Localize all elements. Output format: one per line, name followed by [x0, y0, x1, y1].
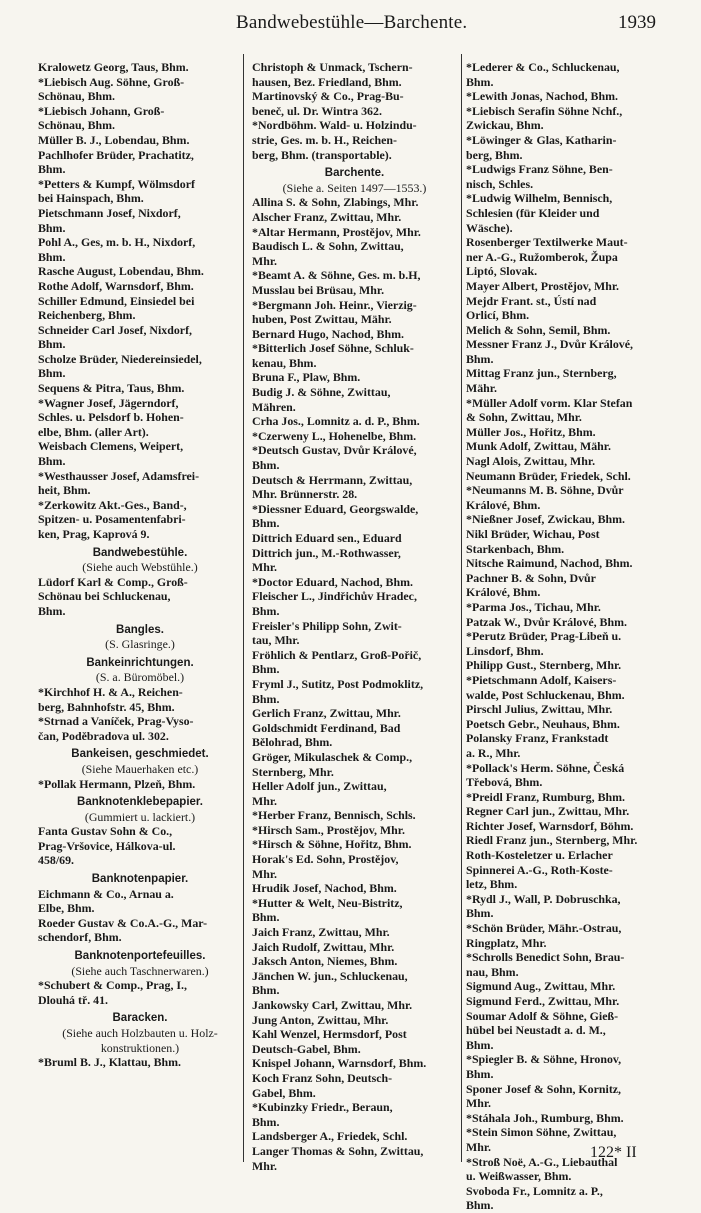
directory-entry-line: *Westhausser Josef, Adamsfrei- [38, 468, 200, 483]
directory-entry-line: Mejdr Frant. st., Ústí nad [466, 293, 597, 308]
directory-entry-line: Bhm. [252, 1114, 280, 1129]
directory-entry-line: Pietschmann Josef, Nixdorf, [38, 205, 181, 220]
directory-entry-line: Crha Jos., Lomnitz a. d. P., Bhm. [252, 414, 420, 429]
directory-entry-line: Bhm. [466, 1037, 494, 1052]
directory-entry-line: *Schrolls Benedict Sohn, Brau- [466, 950, 625, 965]
directory-entry-line: ken, Prag, Kaprová 9. [38, 527, 150, 541]
directory-entry-line: Starkenbach, Bhm. [466, 541, 565, 556]
directory-entry-line: Bělohrad, Bhm. [252, 735, 333, 750]
directory-entry-line: *Strnad a Vaníček, Prag-Vyso- [38, 714, 194, 729]
sheet-signature: 122* II [590, 1144, 637, 1161]
directory-entry-line: Zwickau, Bhm. [466, 118, 544, 133]
section-heading: Baracken. [112, 1012, 168, 1025]
directory-entry-line: Ringplatz, Mhr. [466, 935, 547, 950]
directory-entry-line: Mähr. [466, 381, 497, 396]
directory-entry-line: Bhm. [466, 1198, 494, 1213]
directory-entry-line: Bhm. [38, 249, 66, 264]
directory-entry-line: Bernard Hugo, Nachod, Bhm. [252, 326, 404, 341]
directory-entry-line: Goldschmidt Ferdinand, Bad [252, 720, 401, 735]
directory-entry-line: Bhm. [466, 906, 494, 921]
directory-entry-line: *Lewith Jonas, Nachod, Bhm. [466, 89, 618, 104]
directory-entry-line: *Liebisch Serafin Söhne Nchf., [466, 103, 623, 118]
directory-entry-line: Gerlich Franz, Zwittau, Mhr. [252, 706, 401, 721]
directory-entry-line: Hrudik Josef, Nachod, Bhm. [252, 881, 397, 896]
directory-entry-line: Koch Franz Sohn, Deutsch- [252, 1070, 393, 1085]
directory-entry-line: Kahl Wenzel, Hermsdorf, Post [252, 1027, 407, 1042]
directory-entry-line: Philipp Gust., Sternberg, Mhr. [466, 658, 622, 673]
directory-entry-line: *Beamt A. & Söhne, Ges. m. b.H, [252, 268, 421, 283]
directory-entry-line: *Deutsch Gustav, Dvůr Králové, [252, 443, 417, 458]
section-note: (Siehe a. Seiten 1497—1553.) [282, 180, 427, 195]
directory-entry-line: Prag-Vršovice, Hálkova-ul. [38, 838, 176, 853]
directory-entry-line: *Parma Jos., Tichau, Mhr. [466, 599, 601, 614]
directory-entry-line: *Löwinger & Glas, Katharin- [466, 132, 617, 147]
directory-entry-line: Liptó, Slovak. [466, 264, 538, 279]
directory-entry-line: Gabel, Bhm. [252, 1085, 316, 1100]
directory-entry-line: nisch, Schles. [466, 176, 534, 191]
directory-entry-line: hausen, Bez. Friedland, Bhm. [252, 74, 402, 89]
directory-entry-line: Mhr. [252, 866, 277, 881]
directory-entry-line: Pirschl Julius, Zwittau, Mhr. [466, 702, 613, 717]
directory-entry-line: Bhm. [38, 337, 66, 352]
directory-entry-line: Melich & Sohn, Semil, Bhm. [466, 322, 611, 337]
directory-entry-line: *Pietschmann Adolf, Kaisers- [466, 672, 617, 687]
directory-entry-line: *Bitterlich Josef Söhne, Schluk- [252, 341, 414, 356]
directory-entry-line: berg, Bahnhofstr. 45, Bhm. [38, 699, 175, 714]
directory-entry-line: Mhr. [252, 793, 277, 808]
directory-column-left [38, 60, 242, 1070]
directory-entry-line: berg, Bhm. (transportable). [252, 147, 392, 162]
directory-entry-line: Bhm. [466, 351, 494, 366]
directory-entry-line: *Liebisch Aug. Söhne, Groß- [38, 74, 185, 89]
directory-entry-line: Rothe Adolf, Warnsdorf, Bhm. [38, 278, 194, 293]
directory-entry-line: Poetsch Gebr., Neuhaus, Bhm. [466, 716, 620, 731]
directory-entry-line: Bhm. [252, 662, 280, 677]
directory-entry-line: Langer Thomas & Sohn, Zwittau, [252, 1143, 424, 1158]
section-note: (S. Glasringe.) [105, 637, 175, 652]
directory-entry-line: Orlicí, Bhm. [466, 308, 530, 323]
directory-entry-line: Mhr. Brünnerstr. 28. [252, 487, 358, 502]
directory-entry-line: Pachner B. & Sohn, Dvůr [466, 570, 596, 585]
section-heading: Banknotenklebepapier. [77, 796, 203, 809]
directory-entry-line: Neumann Brüder, Friedek, Schl. [466, 468, 631, 483]
directory-entry-line: *Preidl Franz, Rumburg, Bhm. [466, 789, 625, 804]
directory-entry-line: Bhm. [252, 603, 280, 618]
directory-entry-line: Rosenberger Textilwerke Maut- [466, 235, 628, 250]
directory-entry-line: *Spiegler B. & Söhne, Hronov, [466, 1052, 622, 1067]
directory-entry-line: Bhm. [466, 74, 494, 89]
directory-entry-line: Jänchen W. jun., Schluckenau, [252, 968, 408, 983]
directory-entry-line: Schles. u. Pelsdorf b. Hohen- [38, 410, 184, 425]
directory-entry-line: Dittrich Eduard sen., Eduard [252, 531, 402, 545]
directory-entry-line: Rasche August, Lobendau, Bhm. [38, 264, 204, 279]
directory-entry-line: Bhm. [38, 366, 66, 381]
directory-entry-line: *Herber Franz, Bennisch, Schls. [252, 808, 416, 823]
directory-entry-line: Jaich Franz, Zwittau, Mhr. [252, 925, 390, 940]
directory-entry-line: Martinovský & Co., Prag-Bu- [252, 89, 404, 104]
directory-entry-line: *Stroß Noë, A.-G., Liebauthal [466, 1154, 618, 1169]
directory-entry-line: *Zerkowitz Akt.-Ges., Band-, [38, 497, 187, 512]
page-number: 1939 [618, 12, 656, 33]
directory-entry-line: Roeder Gustav & Co.A.-G., Mar- [38, 915, 208, 930]
directory-entry-line: Fröhlich & Pentlarz, Groß-Pořič, [252, 647, 422, 662]
directory-entry-line: Jankowsky Carl, Zwittau, Mhr. [252, 998, 413, 1012]
column-divider [243, 54, 244, 1162]
directory-entry-line: walde, Post Schluckenau, Bhm. [466, 687, 625, 702]
directory-entry-line: Heller Adolf jun., Zwittau, [252, 779, 387, 794]
directory-entry-line: *Rydl J., Wall, P. Dobruschka, [466, 891, 621, 906]
directory-entry-line: Svoboda Fr., Lomnitz a. P., [466, 1183, 603, 1198]
directory-entry-line: Lüdorf Karl & Comp., Groß- [38, 574, 188, 589]
directory-entry-line: Bhm. [38, 603, 66, 618]
directory-entry-line: Sigmund Ferd., Zwittau, Mhr. [466, 994, 620, 1008]
directory-entry-line: elbe, Bhm. (aller Art). [38, 424, 149, 439]
section-note: (Siehe auch Taschnerwaren.) [71, 963, 209, 978]
directory-entry-line: *Pollak Hermann, Plzeň, Bhm. [38, 776, 196, 791]
directory-entry-line: hübel bei Neustadt a. d. M., [466, 1023, 606, 1038]
directory-entry-line: Freisler's Philipp Sohn, Zwit- [252, 618, 402, 633]
section-heading: Bankeinrichtungen. [86, 656, 194, 669]
directory-entry-line: *Ludwigs Franz Söhne, Ben- [466, 162, 613, 177]
directory-entry-line: Musslau bei Brüsau, Mhr. [252, 282, 385, 297]
directory-entry-line: 458/69. [38, 853, 75, 868]
directory-entry-line: Kralowetz Georg, Taus, Bhm. [38, 60, 189, 74]
section-heading: Barchente. [324, 167, 385, 180]
directory-entry-line: *Schubert & Comp., Prag, I., [38, 978, 187, 993]
directory-entry-line: *Petters & Kumpf, Wölmsdorf [38, 176, 195, 191]
directory-column-right [466, 60, 691, 1213]
directory-entry-line: Spitzen- u. Posamentenfabri- [38, 512, 186, 527]
directory-entry-line: u. Weißwasser, Bhm. [466, 1169, 572, 1184]
directory-entry-line: čan, Poděbradova ul. 302. [38, 728, 169, 743]
directory-column-middle [252, 60, 457, 1173]
directory-entry-line: *Hirsch Sam., Prostějov, Mhr. [252, 822, 405, 837]
directory-entry-line: Mhr. [252, 560, 277, 575]
directory-entry-line: Mhr. [466, 1096, 491, 1111]
directory-entry-line: Christoph & Unmack, Tschern- [252, 60, 413, 74]
directory-entry-line: bei Hainspach, Bhm. [38, 191, 144, 206]
directory-entry-line: *Wagner Josef, Jägerndorf, [38, 395, 179, 410]
page-header [0, 12, 701, 40]
directory-entry-line: letz, Bhm. [466, 877, 518, 892]
directory-entry-line: Elbe, Bhm. [38, 901, 95, 916]
section-note: (Siehe auch Webstühle.) [82, 560, 198, 575]
directory-entry-line: strie, Ges. m. b. H., Reichen- [252, 132, 397, 147]
directory-entry-line: Landsberger A., Friedek, Schl. [252, 1129, 408, 1144]
directory-entry-line: Deutsch & Herrmann, Zwittau, [252, 472, 413, 487]
directory-entry-line: *Kubinzky Friedr., Beraun, [252, 1100, 393, 1115]
directory-entry-line: Třebová, Bhm. [466, 775, 543, 790]
directory-entry-line: huben, Post Zwittau, Mähr. [252, 312, 392, 327]
directory-entry-line: Bhm. [252, 691, 280, 706]
directory-entry-line: Nikl Brüder, Wichau, Post [466, 527, 600, 541]
directory-entry-line: Sternberg, Mhr. [252, 764, 334, 779]
section-heading: Bandwebestühle. [92, 546, 188, 559]
section-note: konstruktionen.) [100, 1040, 180, 1055]
directory-entry-line: Schönau, Bhm. [38, 118, 115, 133]
directory-entry-line: Dittrich jun., M.-Rothwasser, [252, 545, 401, 560]
directory-entry-line: a. R., Mhr. [466, 745, 521, 760]
directory-entry-line: Alscher Franz, Zwittau, Mhr. [252, 209, 402, 224]
page-title: Bandwebestühle—Barchente. [236, 12, 468, 33]
directory-entry-line: Fanta Gustav Sohn & Co., [38, 824, 173, 839]
directory-entry-line: *Müller Adolf vorm. Klar Stefan [466, 395, 633, 410]
directory-entry-line: *Hirsch & Söhne, Hořitz, Bhm. [252, 837, 412, 852]
directory-entry-line: Bhm. [38, 454, 66, 469]
directory-entry-line: Fleischer L., Jindřichův Hradec, [252, 589, 417, 604]
section-note: (S. a. Büromöbel.) [95, 670, 185, 685]
directory-entry-line: Bhm. [466, 1066, 494, 1081]
directory-entry-line: Dlouhá tř. 41. [38, 992, 109, 1007]
directory-entry-line: *Czerweny L., Hohenelbe, Bhm. [252, 428, 417, 443]
directory-entry-line: *Nordböhm. Wald- u. Holzindu- [252, 118, 417, 133]
directory-entry-line: *Pollack's Herm. Söhne, Česká [466, 760, 625, 775]
directory-entry-line: Sigmund Aug., Zwittau, Mhr. [466, 979, 616, 994]
section-heading: Bangles. [116, 623, 164, 636]
directory-entry-line: schendorf, Bhm. [38, 930, 122, 945]
directory-entry-line: Mhr. [252, 253, 277, 268]
directory-entry-line: Deutsch-Gabel, Bhm. [252, 1041, 361, 1056]
directory-entry-line: *Nießner Josef, Zwickau, Bhm. [466, 512, 625, 527]
directory-entry-line: Linsdorf, Bhm. [466, 643, 544, 658]
directory-entry-line: Müller B. J., Lobendau, Bhm. [38, 132, 190, 147]
directory-entry-line: Mhr. [252, 1158, 277, 1173]
directory-entry-line: & Sohn, Zwittau, Mhr. [466, 410, 582, 425]
directory-entry-line: Bhm. [252, 458, 280, 473]
directory-entry-line: tau, Mhr. [252, 633, 300, 648]
section-heading: Bankeisen, geschmiedet. [71, 748, 209, 761]
directory-entry-line: Sequens & Pitra, Taus, Bhm. [38, 381, 185, 396]
directory-entry-line: *Perutz Brüder, Prag-Libeň u. [466, 629, 622, 644]
directory-entry-line: Reichenberg, Bhm. [38, 308, 136, 323]
directory-entry-line: Jaich Rudolf, Zwittau, Mhr. [252, 939, 395, 954]
directory-entry-line: Messner Franz J., Dvůr Králové, [466, 337, 633, 352]
directory-entry-line: *Stein Simon Söhne, Zwittau, [466, 1125, 617, 1140]
directory-entry-line: Jung Anton, Zwittau, Mhr. [252, 1012, 389, 1027]
section-heading: Banknotenportefeuilles. [74, 950, 206, 963]
directory-entry-line: Pohl A., Ges, m. b. H., Nixdorf, [38, 235, 196, 250]
directory-entry-line: *Doctor Eduard, Nachod, Bhm. [252, 574, 413, 589]
directory-entry-line: Roth-Kosteletzer u. Erlacher [466, 848, 613, 863]
directory-entry-line: Eichmann & Co., Arnau a. [38, 886, 174, 901]
directory-entry-line: Jaksch Anton, Niemes, Bhm. [252, 954, 398, 969]
directory-entry-line: *Kirchhof H. & A., Reichen- [38, 684, 183, 699]
directory-entry-line: Nitsche Raimund, Nachod, Bhm. [466, 556, 633, 571]
directory-entry-line: Mähren. [252, 399, 296, 414]
directory-entry-line: beneč, ul. Dr. Wintra 362. [252, 103, 382, 118]
directory-entry-line: *Bergmann Joh. Heinr., Vierzig- [252, 297, 417, 312]
directory-entry-line: *Diessner Eduard, Georgswalde, [252, 501, 419, 516]
directory-entry-line: *Bruml B. J., Klattau, Bhm. [38, 1055, 182, 1070]
directory-entry-line: kenau, Bhm. [252, 355, 317, 370]
directory-entry-line: Knispel Johann, Warnsdorf, Bhm. [252, 1056, 427, 1071]
section-note: (Siehe Mauerhaken etc.) [81, 761, 199, 776]
directory-entry-line: Riedl Franz jun., Sternberg, Mhr. [466, 833, 638, 848]
directory-entry-line: *Hutter & Welt, Neu-Bistritz, [252, 895, 403, 910]
directory-entry-line: *Schön Brüder, Mähr.-Ostrau, [466, 921, 622, 936]
directory-entry-line: berg, Bhm. [466, 147, 523, 162]
directory-entry-line: Spinnerei A.-G., Roth-Koste- [466, 862, 613, 877]
directory-entry-line: Wäsche). [466, 220, 513, 235]
directory-entry-line: Allina S. & Sohn, Zlabings, Mhr. [252, 195, 419, 210]
column-divider [461, 54, 462, 1162]
directory-entry-line: *Neumanns M. B. Söhne, Dvůr [466, 483, 624, 498]
directory-entry-line: Mittag Franz jun., Sternberg, [466, 366, 617, 381]
directory-entry-line: ner A.-G., Ružomberok, Župa [466, 249, 618, 264]
directory-entry-line: Schlesien (für Kleider und [466, 205, 600, 220]
section-note: (Gummiert u. lackiert.) [84, 809, 196, 824]
section-note: (Siehe auch Holzbauten u. Holz- [62, 1026, 218, 1040]
directory-entry-line: Mayer Albert, Prostějov, Mhr. [466, 278, 620, 293]
directory-entry-line: Schönau, Bhm. [38, 89, 115, 104]
directory-entry-line: Bhm. [252, 983, 280, 998]
directory-entry-line: *Ludwig Wilhelm, Bennisch, [466, 191, 613, 206]
directory-entry-line: Regner Carl jun., Zwittau, Mhr. [466, 804, 630, 819]
directory-entry-line: Bhm. [38, 220, 66, 235]
directory-entry-line: Soumar Adolf & Söhne, Gieß- [466, 1008, 619, 1023]
directory-entry-line: Horak's Ed. Sohn, Prostějov, [252, 852, 399, 867]
directory-entry-line: Schönau bei Schluckenau, [38, 589, 171, 604]
directory-entry-line: *Lederer & Co., Schluckenau, [466, 60, 620, 74]
directory-entry-line: Munk Adolf, Zwittau, Mähr. [466, 439, 611, 454]
directory-entry-line: *Liebisch Johann, Groß- [38, 103, 165, 118]
directory-entry-line: Bruna F., Plaw, Bhm. [252, 370, 361, 385]
directory-entry-line: *Stáhala Joh., Rumburg, Bhm. [466, 1110, 624, 1125]
directory-entry-line: Müller Jos., Hořitz, Bhm. [466, 424, 596, 439]
directory-entry-line: Budig J. & Söhne, Zwittau, [252, 385, 391, 400]
directory-entry-line: Sponer Josef & Sohn, Kornitz, [466, 1081, 622, 1096]
directory-entry-line: Mhr. [466, 1139, 491, 1154]
directory-entry-line: Gröger, Mikulaschek & Comp., [252, 749, 413, 764]
directory-entry-line: Schneider Carl Josef, Nixdorf, [38, 322, 193, 337]
directory-entry-line: Králové, Bhm. [466, 585, 541, 600]
directory-entry-line: *Altar Hermann, Prostějov, Mhr. [252, 224, 421, 239]
directory-entry-line: Schiller Edmund, Einsiedel bei [38, 293, 195, 308]
directory-entry-line: Bhm. [252, 516, 280, 531]
directory-entry-line: Králové, Bhm. [466, 497, 541, 512]
directory-entry-line: Polansky Franz, Frankstadt [466, 731, 609, 746]
directory-entry-line: Fryml J., Sutitz, Post Podmoklitz, [252, 676, 424, 691]
directory-entry-line: Bhm. [252, 910, 280, 925]
directory-entry-line: Richter Josef, Warnsdorf, Böhm. [466, 818, 634, 833]
directory-entry-line: Pachlhofer Brüder, Prachatitz, [38, 147, 194, 162]
directory-entry-line: Baudisch L. & Sohn, Zwittau, [252, 239, 404, 254]
directory-entry-line: Scholze Brüder, Niedereinsiedel, [38, 351, 202, 366]
directory-entry-line: nau, Bhm. [466, 964, 519, 979]
directory-entry-line: Nagl Alois, Zwittau, Mhr. [466, 454, 596, 469]
directory-entry-line: Patzak W., Dvůr Králové, Bhm. [466, 614, 627, 629]
directory-entry-line: Weisbach Clemens, Weipert, [38, 439, 184, 454]
directory-entry-line: Bhm. [38, 162, 66, 177]
directory-entry-line: heit, Bhm. [38, 483, 91, 498]
section-heading: Banknotenpapier. [91, 873, 189, 886]
